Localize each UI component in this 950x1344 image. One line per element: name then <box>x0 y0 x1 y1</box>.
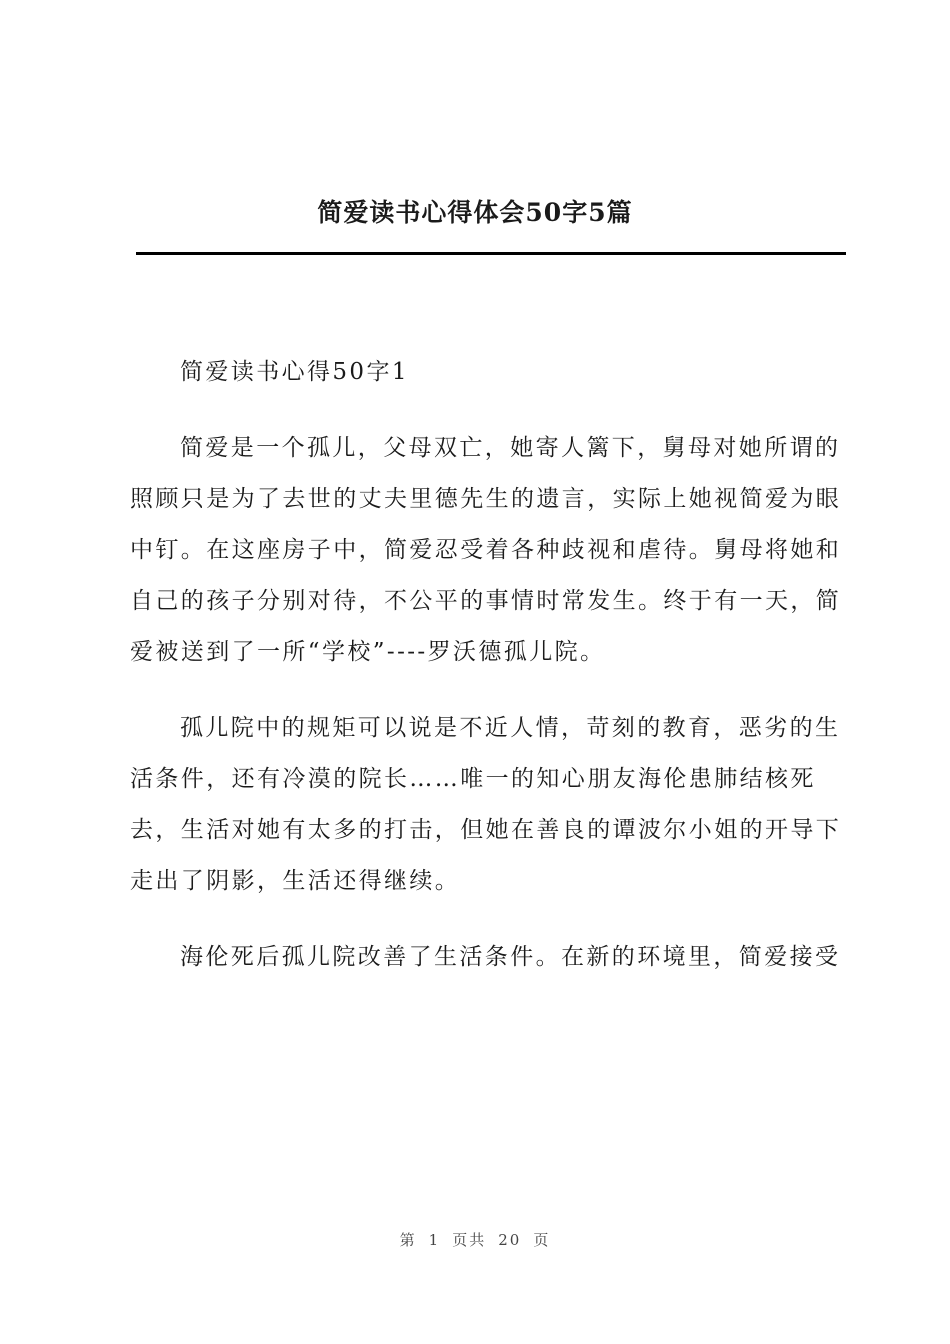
footer-suffix: 页 <box>533 1231 551 1249</box>
page-title: 简爱读书心得体会50字5篇 <box>317 198 633 227</box>
title-divider <box>136 252 846 255</box>
footer-prefix: 第 <box>399 1231 417 1249</box>
paragraph: 简爱是一个孤儿，父母双亡，她寄人篱下，舅母对她所谓的照顾只是为了去世的丈夫里德先生的遗言，实际上她视简爱为眼中钉。在这座房子中，简爱忍受着各种歧视和虐待。舅母将她和自己的孩子分别对待，不公平的事情时常发生。终于有一天，简爱被送到了一所“学校”----罗沃德孤儿院。 <box>130 435 842 665</box>
document-body <box>130 347 842 1008</box>
paragraph: 孤儿院中的规矩可以说是不近人情，苛刻的教育，恶劣的生活条件，还有冷漠的院长……唯一的知心朋友海伦患肺结核死去，生活对她有太多的打击，但她在善良的谭波尔小姐的开导下走出了阴影，生活还得继续。 <box>130 715 842 894</box>
section-heading: 简爱读书心得50字1 <box>180 359 409 385</box>
total-pages-number: 20 <box>498 1231 522 1249</box>
footer-middle: 页共 <box>452 1231 487 1249</box>
page-footer <box>0 1229 950 1250</box>
paragraph: 海伦死后孤儿院改善了生活条件。在新的环境里，简爱接受 <box>180 944 841 970</box>
current-page-number: 1 <box>428 1231 441 1249</box>
